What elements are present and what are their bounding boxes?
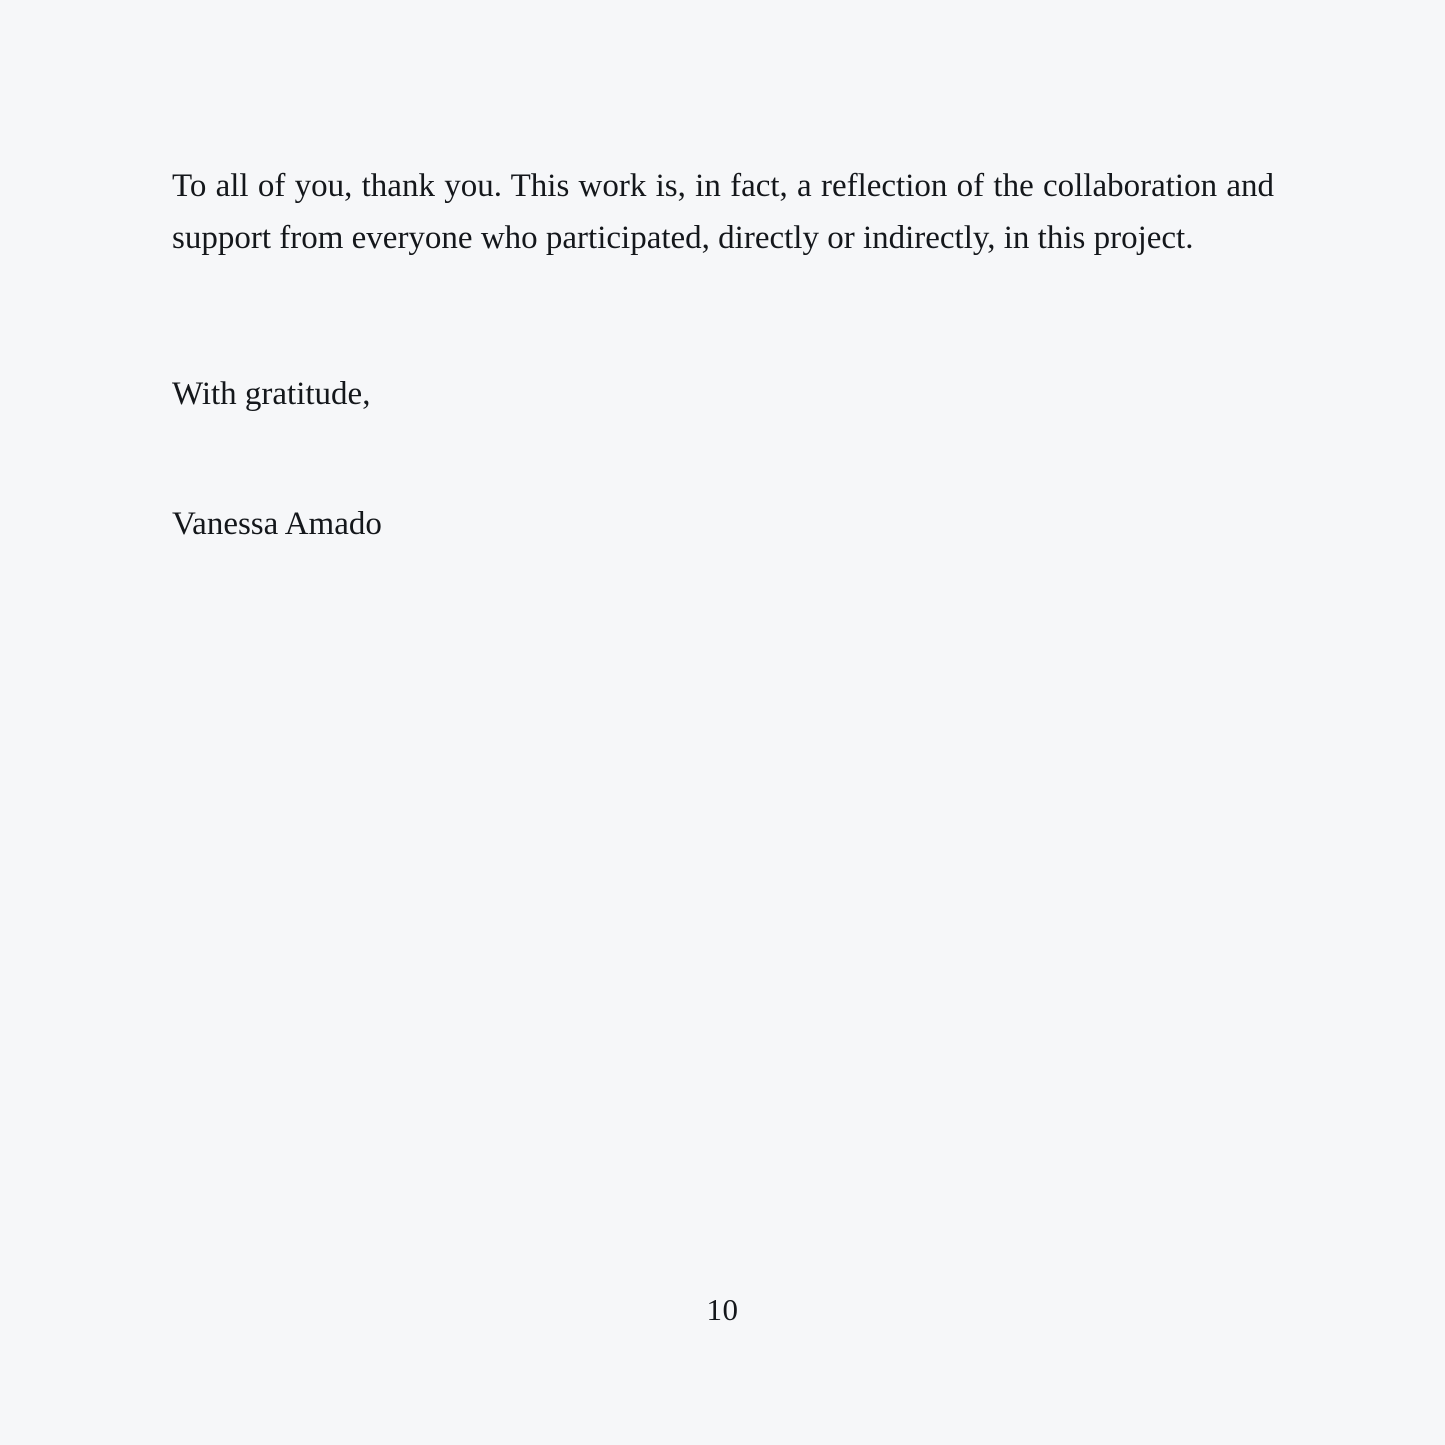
closing-salutation: With gratitude, (172, 376, 371, 413)
page-number: 10 (706, 1292, 739, 1327)
page-content (172, 160, 1274, 551)
acknowledgements-paragraph: To all of you, thank you. This work is, in fact, a reflection of the collaboration and support from everyone who participated, directly or indirectly, in this project. (172, 168, 1274, 257)
spacer-before-signature (172, 420, 1274, 498)
signature-name: Vanessa Amado (172, 506, 382, 543)
spacer-after-paragraph (172, 264, 1274, 368)
